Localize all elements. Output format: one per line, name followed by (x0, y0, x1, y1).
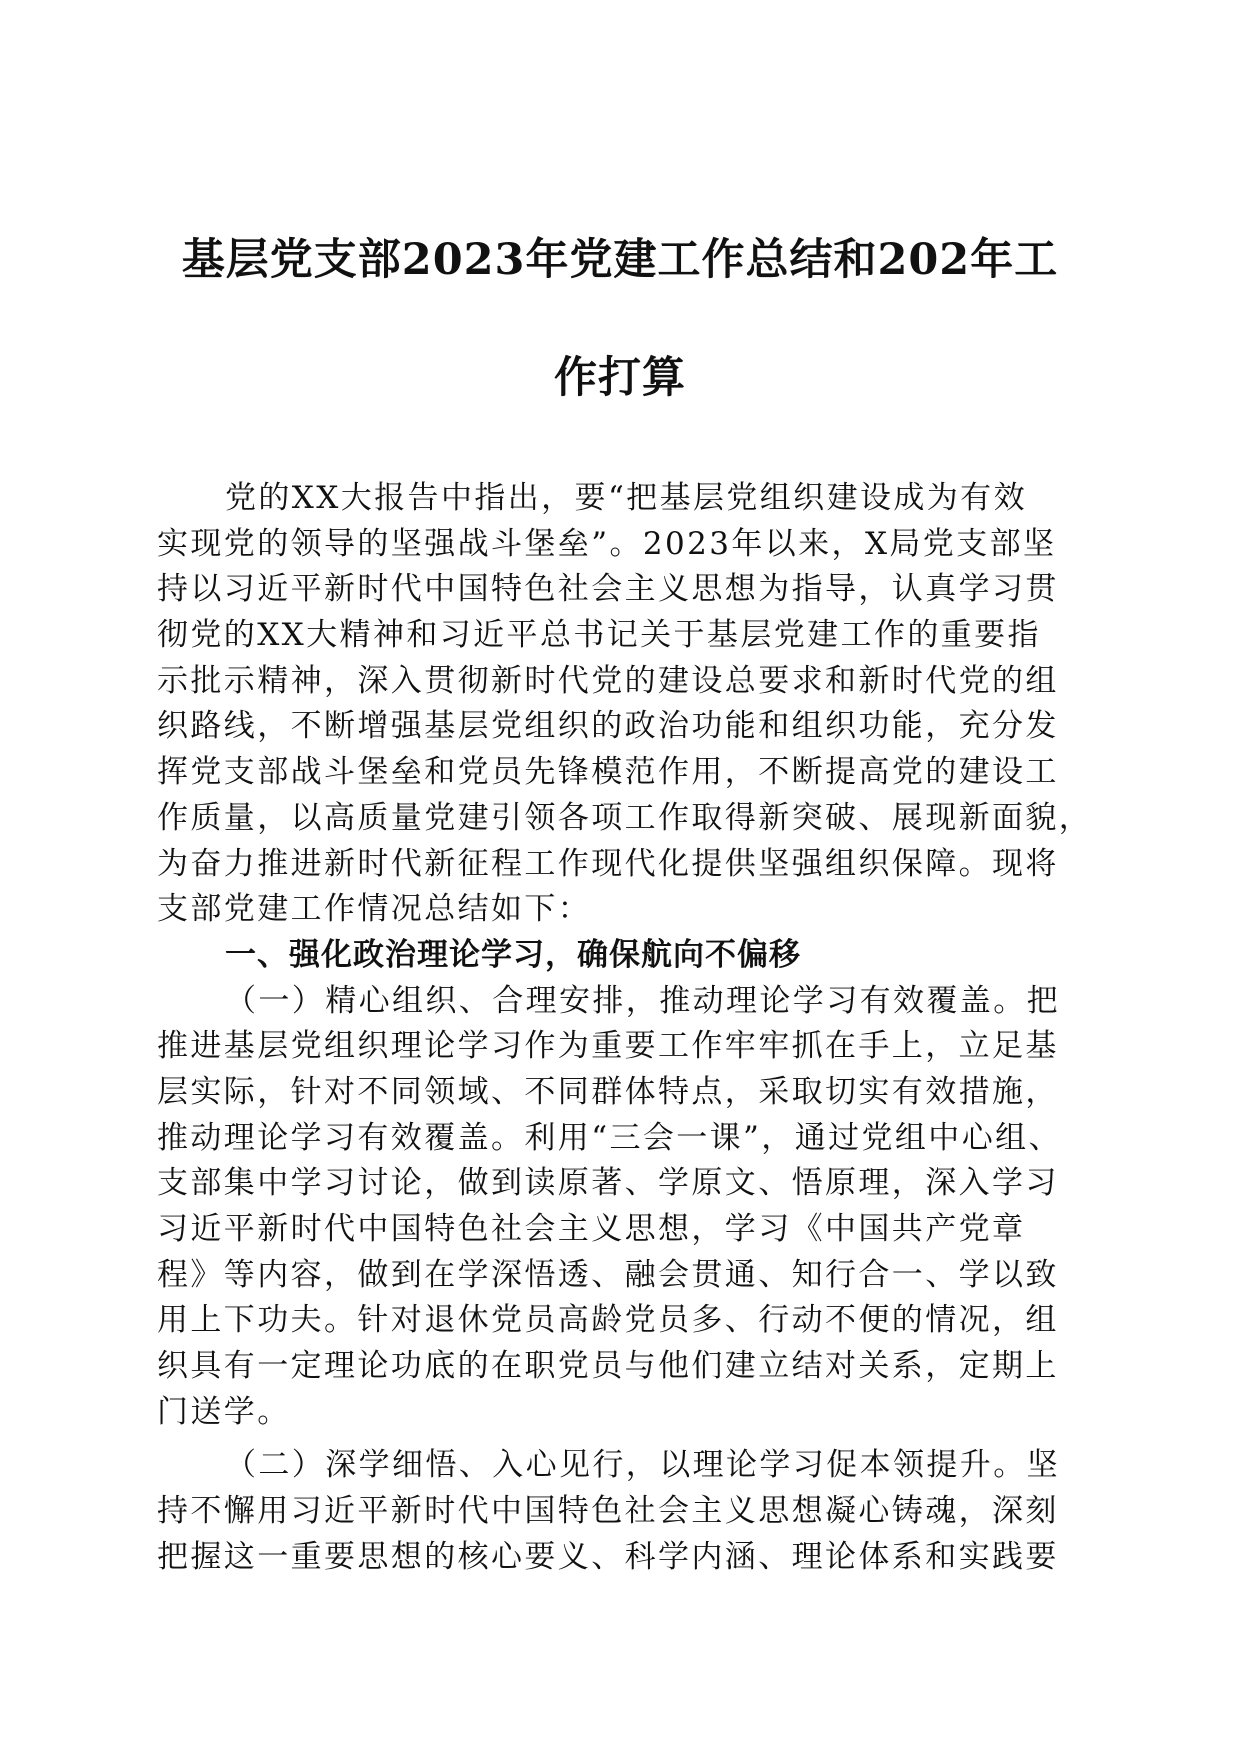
text-line: 推进基层党组织理论学习作为重要工作牢牢抓在手上，立足基 (157, 1028, 1059, 1065)
text-line: 实现党的领导的坚强战斗堡垒”。2023年以来，X局党支部坚 (157, 525, 1057, 562)
text-line: 挥党支部战斗堡垒和党员先锋模范作用，不断提高党的建设工 (157, 754, 1059, 791)
paragraph-intro (157, 476, 1093, 933)
text-line: （一）精心组织、合理安排，推动理论学习有效覆盖。把 (225, 982, 1060, 1019)
text-line: 织具有一定理论功底的在职党员与他们建立结对关系，定期上 (157, 1348, 1059, 1385)
document-body (157, 476, 1093, 1581)
text-line: 推动理论学习有效覆盖。利用“三会一课”，通过党组中心组、 (157, 1119, 1062, 1156)
paragraph-gap (157, 1435, 1087, 1443)
paragraph-section-1-1 (157, 979, 1087, 1436)
section-heading-1: 一、强化政治理论学习，确保航向不偏移 (225, 936, 801, 973)
document-title-line-1: 基层党支部2023年党建工作总结和202年工 (181, 235, 1059, 285)
text-line: 程》等内容，做到在学深悟透、融会贯通、知行合一、学以致 (157, 1256, 1059, 1293)
text-line: 习近平新时代中国特色社会主义思想，学习《中国共产党章 (157, 1211, 1026, 1247)
text-line: 党的XX大报告中指出，要“把基层党组织建设成为有效 (225, 480, 1027, 516)
text-line: 持不懈用习近平新时代中国特色社会主义思想凝心铸魂，深刻 (157, 1493, 1059, 1530)
text-line: 作质量，以高质量党建引领各项工作取得新突破、展现新面貌， (157, 799, 1093, 836)
text-line: 用上下功夫。针对退休党员高龄党员多、行动不便的情况，组 (157, 1302, 1059, 1339)
text-line: 门送学。 (157, 1393, 291, 1430)
text-line: 织路线，不断增强基层党组织的政治功能和组织功能，充分发 (157, 708, 1059, 745)
text-line: 持以习近平新时代中国特色社会主义思想为指导，认真学习贯 (157, 571, 1059, 608)
text-line: 为奋力推进新时代新征程工作现代化提供坚强组织保障。现将 (157, 845, 1059, 882)
text-line: 层实际，针对不同领域、不同群体特点，采取切实有效措施， (157, 1073, 1059, 1110)
text-line: 示批示精神，深入贯彻新时代党的建设总要求和新时代党的组 (157, 662, 1059, 699)
document-title-line-2: 作打算 (554, 353, 686, 403)
text-line: 支部集中学习讨论，做到读原著、学原文、悟原理，深入学习 (157, 1165, 1059, 1202)
text-line: 把握这一重要思想的核心要义、科学内涵、理论体系和实践要 (157, 1538, 1059, 1575)
text-line: （二）深学细悟、入心见行，以理论学习促本领提升。坚 (225, 1447, 1060, 1484)
paragraph-section-1-2 (157, 1443, 1087, 1580)
text-line: 彻党的XX大精神和习近平总书记关于基层党建工作的重要指 (157, 617, 1041, 654)
text-line: 支部党建工作情况总结如下： (157, 891, 592, 928)
